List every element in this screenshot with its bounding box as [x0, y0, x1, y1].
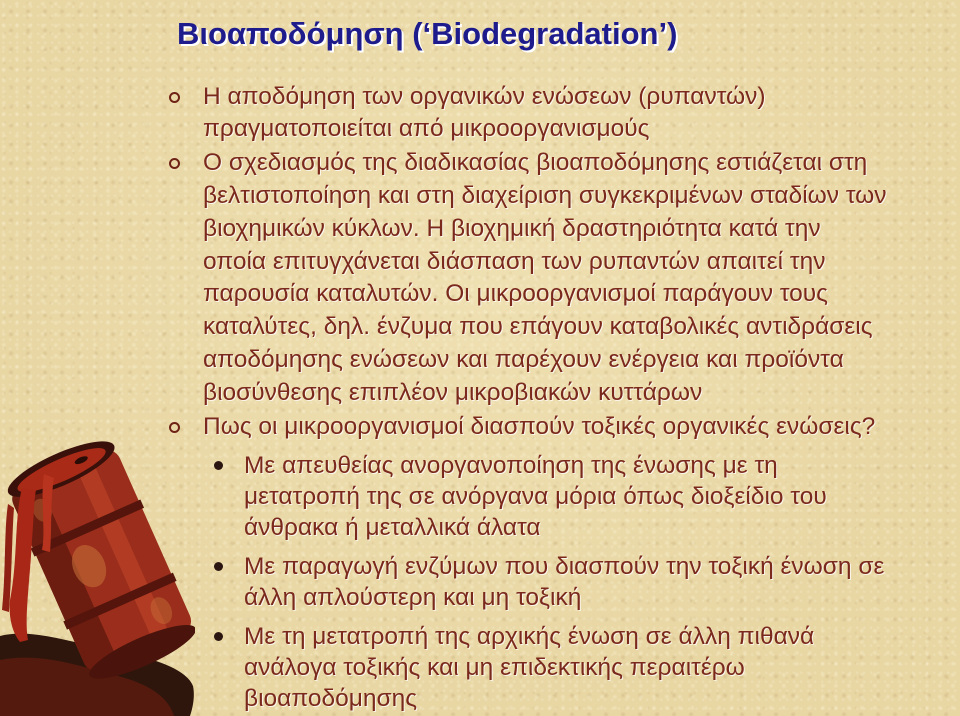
- sub-bullet-line: μετατροπή της σε ανόργανα μόρια όπως διοξείδιο του: [244, 483, 827, 511]
- sub-bullet-line: Με απευθείας ανοργανοποίηση της ένωσης με τη: [244, 452, 778, 480]
- sub-bullet-line: άλλη απλούστερη και μη τοξική: [244, 584, 582, 612]
- bullet-item: [203, 81, 887, 147]
- hollow-circle-bullet-icon: [169, 92, 180, 103]
- bullet-line: πραγματοποιείται από μικροοργανισμούς: [203, 115, 650, 143]
- hollow-circle-bullet-icon: [169, 422, 180, 433]
- bullet-item: [203, 147, 887, 409]
- bullet-line: Η αποδόμηση των οργανικών ενώσεων (ρυπαντών): [203, 82, 766, 110]
- bullet-line: αποδόμησης ενώσεων και παρέχουν ενέργεια και προϊόντα: [203, 346, 844, 374]
- bullet-list: [203, 81, 887, 716]
- bullet-item: [203, 411, 887, 714]
- filled-dot-bullet-icon: [214, 562, 223, 571]
- filled-dot-bullet-icon: [214, 461, 223, 470]
- sub-bullet-line: άνθρακα ή μεταλλικά άλατα: [244, 514, 541, 542]
- bullet-line: παρουσία καταλυτών. Οι μικροοργανισμοί παράγουν τους: [203, 280, 828, 308]
- bullet-line: οποία επιτυγχάνεται διάσπαση των ρυπαντών απαιτεί την: [203, 247, 826, 275]
- hollow-circle-bullet-icon: [169, 158, 180, 169]
- sub-bullet-list: [244, 450, 887, 714]
- bullet-line: βιοχημικών κύκλων. Η βιοχημική δραστηριότητα κατά την: [203, 214, 821, 242]
- bullet-line: Πως οι μικροοργανισμοί διασπούν τοξικές οργανικές ενώσεις?: [203, 412, 876, 440]
- filled-dot-bullet-icon: [214, 632, 223, 641]
- sub-bullet-line: Με παραγωγή ενζύμων που διασπούν την τοξική ένωση σε: [244, 553, 885, 581]
- sub-bullet-item: [244, 551, 887, 613]
- sub-bullet-line: Με τη μετατροπή της αρχικής ένωση σε άλλη πιθανά: [244, 623, 815, 651]
- bullet-line: βιοσύνθεσης επιπλέον μικροβιακών κυττάρων: [203, 378, 703, 406]
- sub-bullet-item: [244, 621, 887, 714]
- sub-bullet-line: βιοαποδόμησης: [244, 685, 418, 713]
- slide-title: Βιοαποδόμηση (‘Biodegradation’): [177, 16, 678, 51]
- sub-bullet-line: ανάλογα τοξικής και μη επιδεκτικής περαιτέρω: [244, 654, 745, 682]
- bullet-line: καταλύτες, δηλ. ένζυμα που επάγουν καταβολικές αντιδράσεις: [203, 313, 873, 341]
- bullet-line: βελτιστοποίηση και στη διαχείριση συγκεκριμένων σταδίων των: [203, 182, 887, 210]
- leaking-barrel-clipart: [0, 430, 195, 716]
- sub-bullet-item: [244, 450, 887, 543]
- bullet-line: Ο σχεδιασμός της διαδικασίας βιοαποδόμησης εστιάζεται στη: [203, 149, 868, 177]
